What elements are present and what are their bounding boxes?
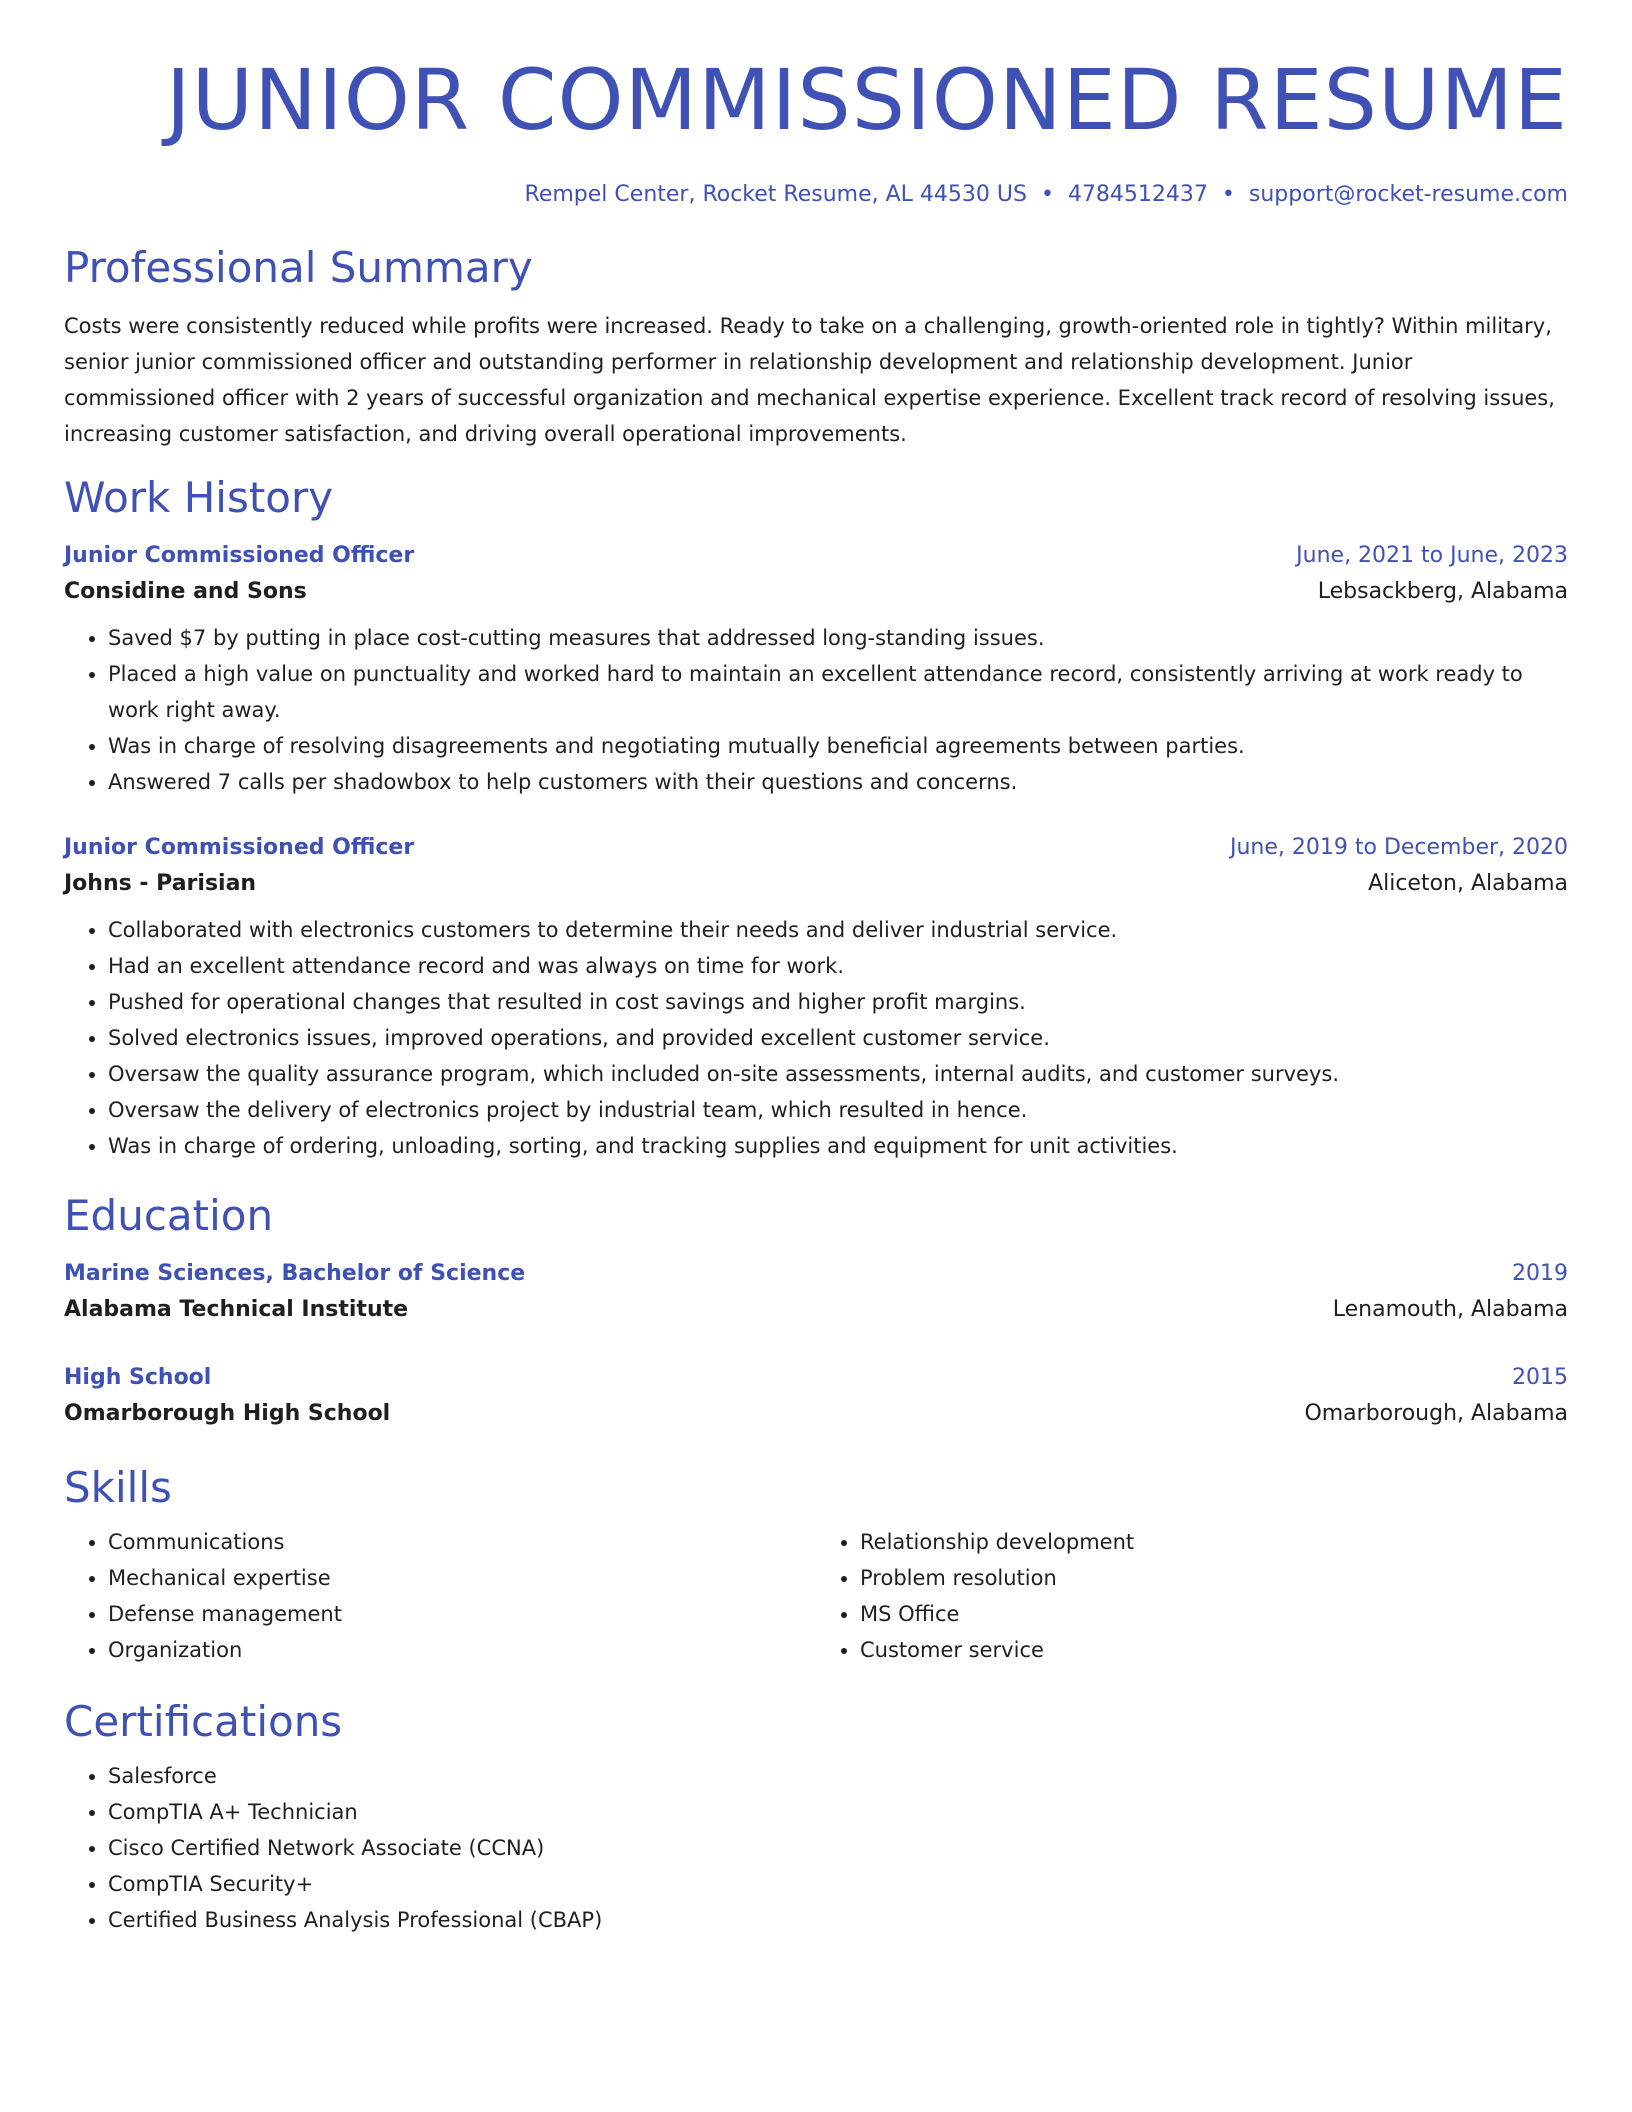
skill-item: • Organization — [108, 1632, 816, 1668]
contact-separator: • — [1040, 182, 1054, 207]
job-dates: June, 2019 to December, 2020 — [1229, 835, 1568, 860]
education-section — [64, 1190, 1568, 1432]
education-header-row — [64, 1256, 1568, 1292]
skills-columns — [64, 1524, 1568, 1668]
education-header-row — [64, 1360, 1568, 1396]
section-title-education: Education — [64, 1191, 274, 1240]
job-entry — [64, 830, 1568, 1164]
education-degree: High School — [64, 1365, 212, 1390]
job-bullets — [64, 620, 1568, 800]
job-header-row — [64, 830, 1568, 866]
work-history-section — [64, 472, 1568, 1164]
skill-item: • Defense management — [108, 1596, 816, 1632]
job-bullet: • Oversaw the quality assurance program, which included on-site assessments, internal audits, and customer surveys. — [108, 1056, 1568, 1092]
certification-item: • CompTIA A+ Technician — [108, 1794, 1568, 1830]
skill-item: • Problem resolution — [860, 1560, 1568, 1596]
job-bullet: • Answered 7 calls per shadowbox to help customers with their questions and concerns. — [108, 764, 1568, 800]
skill-item: • Customer service — [860, 1632, 1568, 1668]
certifications-list — [64, 1758, 1568, 1938]
job-role: Junior Commissioned Officer — [64, 835, 415, 860]
education-year: 2015 — [1512, 1365, 1568, 1390]
education-entry — [64, 1256, 1568, 1328]
skill-item: • Communications — [108, 1524, 816, 1560]
job-header-row — [64, 538, 1568, 574]
skills-section — [64, 1462, 1568, 1668]
job-company: Considine and Sons — [64, 579, 307, 604]
education-location: Omarborough, Alabama — [1304, 1401, 1568, 1426]
job-company: Johns - Parisian — [64, 871, 257, 896]
contact-phone: 4784512437 — [1067, 182, 1208, 207]
job-bullets — [64, 912, 1568, 1164]
certification-item: • CompTIA Security+ — [108, 1866, 1568, 1902]
section-title-certifications: Certifications — [64, 1697, 343, 1746]
education-entry — [64, 1360, 1568, 1432]
contact-address: Rempel Center, Rocket Resume, AL 44530 US — [524, 182, 1027, 207]
job-location: Lebsackberg, Alabama — [1317, 579, 1568, 604]
education-degree: Marine Sciences, Bachelor of Science — [64, 1261, 526, 1286]
education-school-row — [64, 1396, 1568, 1432]
education-year: 2019 — [1512, 1261, 1568, 1286]
job-bullet: • Saved $7 by putting in place cost-cutting measures that addressed long-standing issues. — [108, 620, 1568, 656]
section-title-summary: Professional Summary — [64, 243, 533, 292]
job-bullet: • Was in charge of ordering, unloading, sorting, and tracking supplies and equipment for unit activities. — [108, 1128, 1568, 1164]
job-bullet: • Oversaw the delivery of electronics project by industrial team, which resulted in hence. — [108, 1092, 1568, 1128]
skill-item: • MS Office — [860, 1596, 1568, 1632]
skills-list-left — [64, 1524, 816, 1668]
education-location: Lenamouth, Alabama — [1332, 1297, 1568, 1322]
job-org-row — [64, 574, 1568, 610]
skill-item: • Mechanical expertise — [108, 1560, 816, 1596]
summary-section — [64, 242, 1568, 452]
job-bullet: • Was in charge of resolving disagreements and negotiating mutually beneficial agreements between parties. — [108, 728, 1568, 764]
job-entry — [64, 538, 1568, 800]
job-location: Aliceton, Alabama — [1368, 871, 1568, 896]
skills-list-right — [816, 1524, 1568, 1668]
education-school-row — [64, 1292, 1568, 1328]
education-school: Alabama Technical Institute — [64, 1297, 409, 1322]
certification-item: • Cisco Certified Network Associate (CCNA) — [108, 1830, 1568, 1866]
education-school: Omarborough High School — [64, 1401, 391, 1426]
job-bullet: • Placed a high value on punctuality and worked hard to maintain an excellent attendance record, consistently arriving at work ready to work right away. — [108, 656, 1568, 728]
job-org-row — [64, 866, 1568, 902]
section-title-work-history: Work History — [64, 473, 334, 522]
job-role: Junior Commissioned Officer — [64, 543, 415, 568]
contact-line — [64, 180, 1568, 210]
summary-text: Costs were consistently reduced while profits were increased. Ready to take on a challenging, growth-oriented role in tightly? Within military, senior junior commissioned officer and outstanding performer in relationship development and relationship development. Junior commissioned officer with 2 years of successful organization and mechanical expertise experience. Excellent track record of resolving issues, increasing customer satisfaction, and driving overall operational improvements. — [64, 314, 1555, 446]
contact-separator: • — [1221, 182, 1235, 207]
certification-item: • Salesforce — [108, 1758, 1568, 1794]
section-title-skills: Skills — [64, 1463, 172, 1512]
certification-item: • Certified Business Analysis Professional (CBAP) — [108, 1902, 1568, 1938]
job-dates: June, 2021 to June, 2023 — [1296, 543, 1568, 568]
certifications-section — [64, 1696, 1568, 1938]
contact-email: support@rocket-resume.com — [1248, 182, 1568, 207]
job-bullet: • Solved electronics issues, improved operations, and provided excellent customer service. — [108, 1020, 1568, 1056]
job-bullet: • Collaborated with electronics customers to determine their needs and deliver industrial service. — [108, 912, 1568, 948]
job-bullet: • Had an excellent attendance record and was always on time for work. — [108, 948, 1568, 984]
skill-item: • Relationship development — [860, 1524, 1568, 1560]
resume-title: JUNIOR COMMISSIONED RESUME — [165, 51, 1568, 149]
job-bullet: • Pushed for operational changes that resulted in cost savings and higher profit margins. — [108, 984, 1568, 1020]
